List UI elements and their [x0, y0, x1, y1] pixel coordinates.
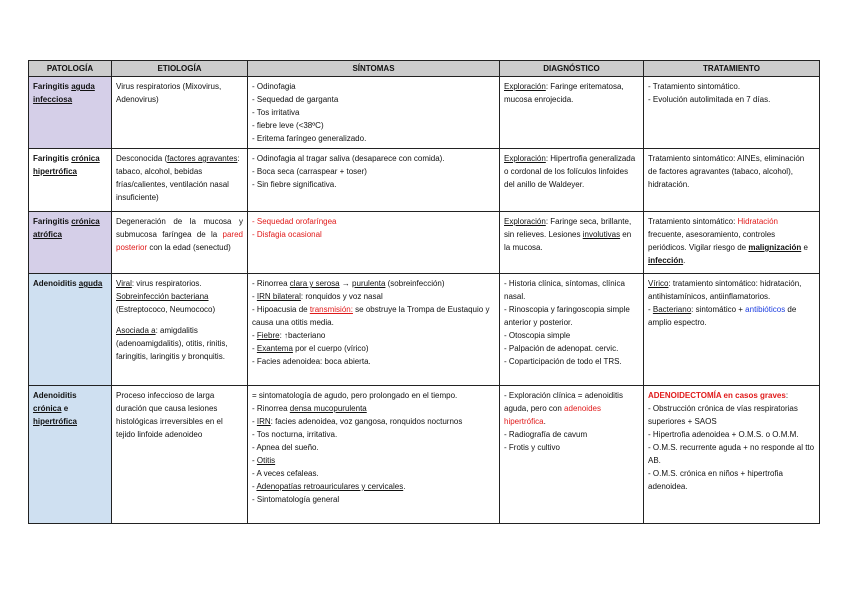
- diagnostico-cell: - Historia clínica, síntomas, clínica nasal. - Rinoscopia y faringoscopia simple anterior y posterior. - Otoscopia simple - Palpación de adenopat. cervic. - Coparticipación de todo el TRS.: [500, 274, 644, 386]
- sintomas-cell: - Odinofagia al tragar saliva (desaparece con comida). - Boca seca (carraspear + toser) - Sin fiebre significativa.: [248, 149, 500, 212]
- sintomas-cell: - Rinorrea clara y serosa → purulenta (sobreinfección) - IRN bilateral: ronquidos y voz nasal - Hipoacusia de transmisión: se obstruye la Trompa de Eustaquio y causa una otitis media. - Fiebre: ↑bacteriano - Exantema por el cuerpo (vírico) - Facies adenoidea: boca abierta.: [248, 274, 500, 386]
- tratamiento-cell: ADENOIDECTOMÍA en casos graves: - Obstrucción crónica de vías respiratorias superiores + SAOS - Hipertrofia adenoidea + O.M.S. o O.M.M. - O.M.S. recurrente aguda + no responde al tto AB. - O.M.S. crónica en niños + hipertrofia adenoidea.: [644, 386, 820, 524]
- patologia-cell: Faringitis crónica hipertrófica: [29, 149, 112, 212]
- etiologia-cell: Degeneración de la mucosa y submucosa faríngea de la pared posterior con la edad (senectud): [112, 212, 248, 274]
- header-sintomas: SÍNTOMAS: [248, 61, 500, 77]
- tratamiento-cell: Tratamiento sintomático: AINEs, eliminación de factores agravantes (tabaco, alcohol), hidratación.: [644, 149, 820, 212]
- patologia-cell: Adenoiditis crónica e hipertrófica: [29, 386, 112, 524]
- sintomas-cell: - Odinofagia - Sequedad de garganta - Tos irritativa - fiebre leve (<38ºC) - Eritema faríngeo generalizado.: [248, 77, 500, 149]
- etiologia-cell: Proceso infeccioso de larga duración que causa lesiones histológicas irreversibles en el tejido linfoide adenoideo: [112, 386, 248, 524]
- header-etiologia: ETIOLOGÍA: [112, 61, 248, 77]
- etiologia-cell: Viral: virus respiratorios. Sobreinfección bacteriana (Estreptococo, Neumococo) Asociada a: amigdalitis (adenoamigdalitis), otitis, rinitis, faringitis, laringitis y bronquitis.: [112, 274, 248, 386]
- tratamiento-cell: Vírico: tratamiento sintomático: hidratación, antihistamínicos, antiinflamatorios. - Bacteriano: sintomático + antibióticos de amplio espectro.: [644, 274, 820, 386]
- header-diagnostico: DIAGNÓSTICO: [500, 61, 644, 77]
- table-row: [29, 386, 820, 524]
- etiologia-cell: Desconocida (factores agravantes: tabaco, alcohol, bebidas frías/calientes, ventilación nasal insuficiente): [112, 149, 248, 212]
- sintomas-cell: = sintomatología de agudo, pero prolongado en el tiempo. - Rinorrea densa mucopurulenta - IRN: facies adenoidea, voz gangosa, ronquidos nocturnos - Tos nocturna, irritativa. - Apnea del sueño. - Otitis - A veces cefaleas. - Adenopatías retroauriculares y cervicales. - Sintomatología general: [248, 386, 500, 524]
- diagnostico-cell: Exploración: Hipertrofia generalizada o cordonal de los folículos linfoides del anillo de Waldeyer.: [500, 149, 644, 212]
- patologia-cell: Faringitis aguda infecciosa: [29, 77, 112, 149]
- diagnostico-cell: Exploración: Faringe eritematosa, mucosa enrojecida.: [500, 77, 644, 149]
- etiologia-cell: Virus respiratorios (Mixovirus, Adenovirus): [112, 77, 248, 149]
- pathology-table: [28, 60, 820, 524]
- table-row: [29, 149, 820, 212]
- patologia-cell: Faringitis crónica atrófica: [29, 212, 112, 274]
- tratamiento-cell: - Tratamiento sintomático. - Evolución autolimitada en 7 días.: [644, 77, 820, 149]
- table-header-row: [29, 61, 820, 77]
- sintomas-cell: - Sequedad orofaríngea - Disfagia ocasional: [248, 212, 500, 274]
- patologia-cell: Adenoiditis aguda: [29, 274, 112, 386]
- tratamiento-cell: Tratamiento sintomático: Hidratación frecuente, asesoramiento, controles periódicos. Vigilar riesgo de malignización e infección.: [644, 212, 820, 274]
- table-row: [29, 77, 820, 149]
- diagnostico-cell: - Exploración clínica = adenoiditis aguda, pero con adenoides hipertrófica. - Radiografía de cavum - Frotis y cultivo: [500, 386, 644, 524]
- header-tratamiento: TRATAMIENTO: [644, 61, 820, 77]
- header-patologia: PATOLOGÍA: [29, 61, 112, 77]
- table-row: [29, 274, 820, 386]
- table-row: [29, 212, 820, 274]
- diagnostico-cell: Exploración: Faringe seca, brillante, sin relieves. Lesiones involutivas en la mucosa.: [500, 212, 644, 274]
